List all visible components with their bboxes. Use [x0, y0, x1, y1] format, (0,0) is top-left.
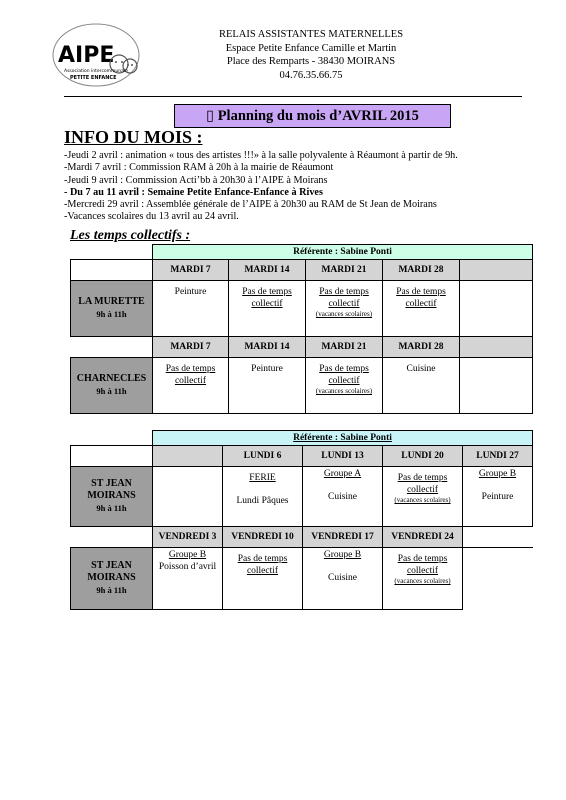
- activity-cell: Pas de temps collectif (vacances scolaires): [306, 281, 383, 337]
- activity-cell: Pas de temps collectif: [229, 281, 306, 337]
- schedule-table-1: [70, 244, 533, 414]
- day-header: VENDREDI 3: [153, 527, 223, 548]
- info-line: -Vacances scolaires du 13 avril au 24 avril.: [64, 211, 239, 223]
- location-cell: [71, 281, 153, 337]
- activity-cell: Cuisine: [383, 358, 460, 414]
- day-header: MARDI 7: [153, 260, 229, 281]
- info-line: -Jeudi 2 avril : animation « tous des artistes !!!» à la salle polyvalente à Réaumont à partir de 9h.: [64, 150, 458, 161]
- day-header: MARDI 21: [306, 260, 383, 281]
- day-header: VENDREDI 10: [223, 527, 303, 548]
- day-header: MARDI 14: [229, 260, 306, 281]
- info-line: -Mardi 7 avril : Commission RAM à 20h à la mairie de Réaumont: [64, 162, 334, 174]
- activity-cell: Pas de temps collectif (vacances scolaires): [383, 548, 463, 610]
- svg-text:PETITE ENFANCE: PETITE ENFANCE: [70, 75, 117, 81]
- activity-cell: Pas de temps collectif: [383, 281, 460, 337]
- activity-cell: Groupe B Peinture: [463, 467, 533, 527]
- day-header: LUNDI 13: [303, 446, 383, 467]
- location-hours: 9h à 11h: [96, 309, 127, 319]
- info-list: [64, 150, 534, 224]
- activity-cell: FERIE Lundi Pâques: [223, 467, 303, 527]
- location-hours: 9h à 11h: [96, 386, 127, 396]
- header-divider: [64, 96, 522, 97]
- header-address: [150, 28, 472, 82]
- referente-label: Référente : Sabine Ponti: [153, 245, 533, 260]
- header-line: 04.76.35.66.75: [279, 69, 343, 81]
- day-header: MARDI 14: [229, 337, 306, 358]
- planning-banner: ▯ Planning du mois d’AVRIL 2015: [174, 104, 451, 128]
- temps-collectifs-title: Les temps collectifs :: [70, 228, 191, 243]
- info-line: -Mercredi 29 avril : Assemblée générale de l’AIPE à 20h30 au RAM de St Jean de Moirans: [64, 199, 437, 211]
- schedule-table-2: [70, 430, 533, 610]
- location-name: CHARNECLES: [76, 373, 147, 384]
- location-name: LA MURETTE: [78, 296, 145, 307]
- aipe-logo: [52, 22, 140, 88]
- info-line: - Du 7 au 11 avril : Semaine Petite Enfance-Enfance à Rives: [64, 186, 323, 198]
- activity-cell: Pas de temps collectif: [223, 548, 303, 610]
- activity-cell: Peinture: [229, 358, 306, 414]
- location-cell: ST JEAN MOIRANS 9h à 11h: [71, 548, 153, 610]
- activity-cell: Groupe B Cuisine: [303, 548, 383, 610]
- day-header: MARDI 21: [306, 337, 383, 358]
- info-line: -Jeudi 9 avril : Commission Acti’bb à 20h30 à l’AIPE à Moirans: [64, 174, 328, 186]
- location-cell: ST JEAN MOIRANS 9h à 11h: [71, 467, 153, 527]
- location-cell: [71, 358, 153, 414]
- activity-cell: Pas de temps collectif (vacances scolaires): [383, 467, 463, 527]
- activity-cell: Pas de temps collectif: [153, 358, 229, 414]
- day-header: VENDREDI 24: [383, 527, 463, 548]
- header-line: Place des Remparts - 38430 MOIRANS: [226, 56, 396, 67]
- day-header: VENDREDI 17: [303, 527, 383, 548]
- svg-text:AIPE: AIPE: [58, 43, 115, 68]
- activity-cell: Groupe A Cuisine: [303, 467, 383, 527]
- header-line: Espace Petite Enfance Camille et Martin: [225, 42, 397, 54]
- day-header: MARDI 7: [153, 337, 229, 358]
- day-header: MARDI 28: [383, 337, 460, 358]
- day-header: LUNDI 6: [223, 446, 303, 467]
- info-title: INFO DU MOIS :: [64, 127, 203, 147]
- activity-cell: Pas de temps collectif (vacances scolaires): [306, 358, 383, 414]
- day-header: LUNDI 20: [383, 446, 463, 467]
- header-line: RELAIS ASSISTANTES MATERNELLES: [218, 29, 404, 40]
- svg-text:Association intercommunale: Association intercommunale: [64, 69, 128, 74]
- day-header: MARDI 28: [383, 260, 460, 281]
- activity-cell: Peinture: [153, 281, 229, 337]
- day-header: LUNDI 27: [463, 446, 533, 467]
- activity-cell: Groupe B Poisson d’avril: [153, 548, 223, 610]
- referente-label: Référente : Sabine Ponti: [153, 431, 533, 446]
